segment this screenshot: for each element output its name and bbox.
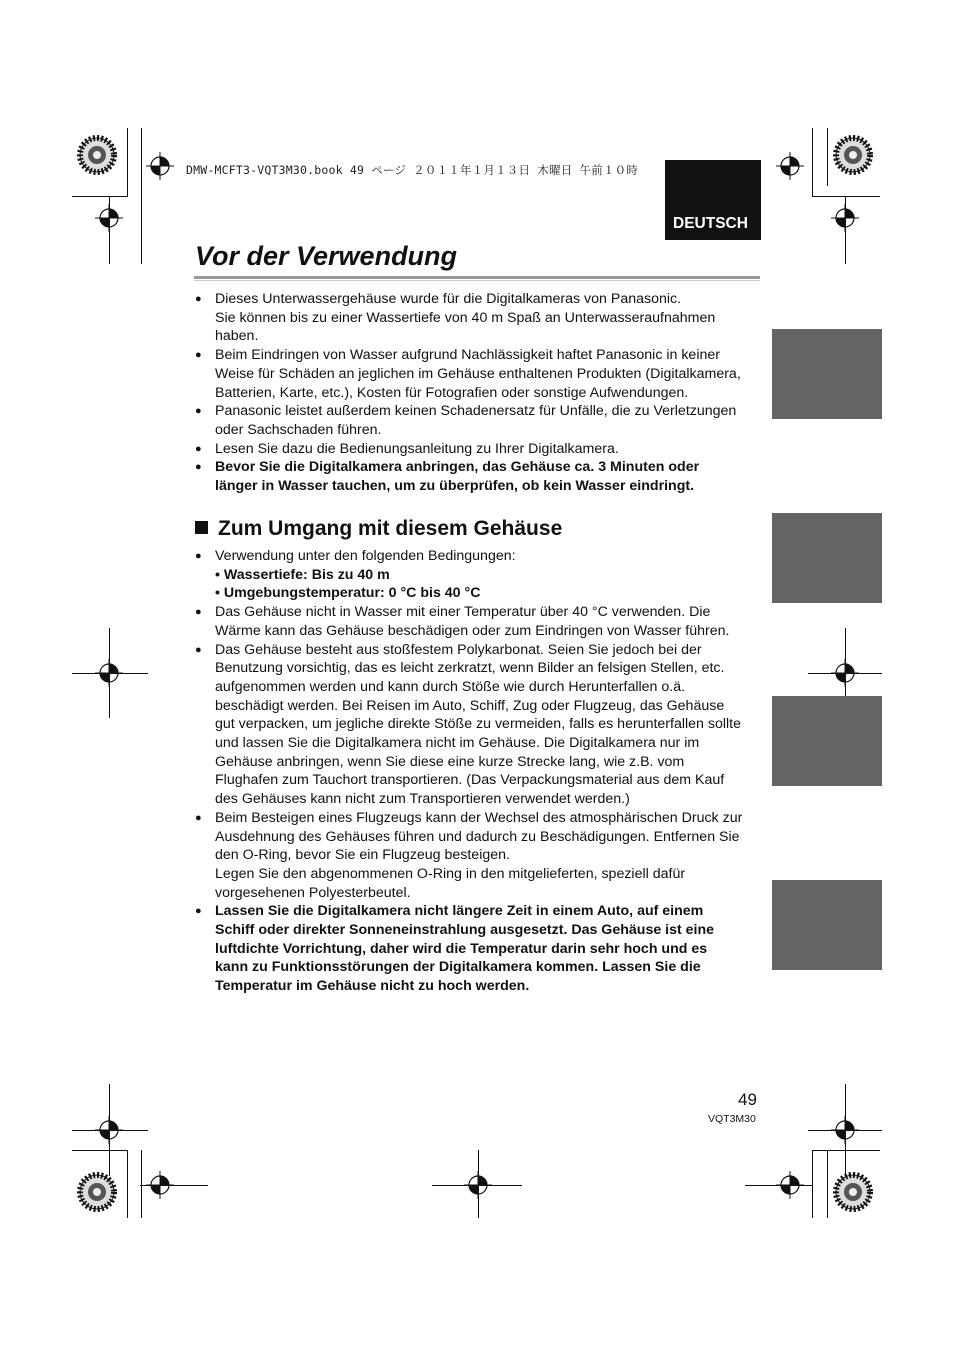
book-header-line: DMW-MCFT3-VQT3M30.book 49 ページ ２０１１年１月１３日 木曜日 午前１０時 <box>186 163 639 177</box>
side-tab-1 <box>772 329 882 419</box>
text-line: Beim Eindringen von Wasser aufgrund Nachlässigkeit haftet Panasonic in keiner <box>215 347 720 364</box>
section-bullet-warning <box>195 902 765 996</box>
square-bullet-icon <box>195 521 208 534</box>
bullet-icon: ● <box>195 442 202 455</box>
bullet-icon: ● <box>195 643 202 656</box>
text-line: beschädigt werden. Bei Reisen im Auto, Schiff, Zug oder Flugzeug, das Gehäuse <box>215 697 725 714</box>
text-line: kann zu Funktionsstörungen der Digitalkamera kommen. Lassen Sie die <box>215 959 701 976</box>
text-line: Dieses Unterwassergehäuse wurde für die Digitalkameras von Panasonic. <box>215 291 682 307</box>
text-line: Batterien, Karte, etc.), Kosten für Fotografien oder sonstige Aufwendungen. <box>215 384 689 401</box>
text-line: oder Sachschaden führen. <box>215 421 382 438</box>
document-code: VQT3M30 <box>708 1113 756 1125</box>
language-tab: DEUTSCH <box>665 160 761 240</box>
section-heading <box>195 517 562 541</box>
text-line: Temperatur im Gehäuse nicht zu hoch werden. <box>215 978 530 995</box>
bullet-icon: ● <box>195 349 202 362</box>
intro-list <box>195 290 765 496</box>
text-line: Lassen Sie die Digitalkamera nicht längere Zeit in einem Auto, auf einem <box>215 903 704 920</box>
text-line: Das Gehäuse besteht aus stoßfestem Polykarbonat. Seien Sie jedoch bei der <box>215 641 702 658</box>
text-line: Beim Besteigen eines Flugzeugs kann der Wechsel des atmosphärischen Druck zur <box>215 809 743 826</box>
title-rule-shadow <box>194 280 760 281</box>
condition-list <box>195 566 765 603</box>
section-title: Zum Umgang mit diesem Gehäuse <box>218 517 563 540</box>
text-line: Panasonic leistet außerdem keinen Schadenersatz für Unfälle, die zu Verletzungen <box>215 403 737 420</box>
intro-bullet <box>195 290 765 346</box>
side-tab-2 <box>772 513 882 603</box>
text-line: Benutzung vorsichtig, das es leicht zerkratzt, wenn Bilder an felsigen Stellen, etc. <box>215 660 725 677</box>
text-line: des Gehäuses kann nicht zum Transportieren verwendet werden.) <box>215 791 630 808</box>
intro-bullet <box>195 440 765 459</box>
text-line: Verwendung unter den folgenden Bedingungen: <box>215 548 516 564</box>
page-title: Vor der Verwendung <box>195 241 458 271</box>
side-tab-3 <box>772 696 882 786</box>
bullet-icon: ● <box>195 550 202 562</box>
text-line: Legen Sie den abgenommenen O-Ring in den mitgelieferten, speziell dafür <box>215 865 686 882</box>
text-line: luftdichte Vorrichtung, daher wird die Temperatur darin sehr hoch und es <box>215 940 708 957</box>
intro-bullet <box>195 346 765 402</box>
section-bullet <box>195 603 765 640</box>
text-line: Ausdehnung des Gehäuses führen und dadurch zu Beschädigungen. Entfernen Sie <box>215 828 740 845</box>
text-line: Das Gehäuse nicht in Wasser mit einer Temperatur über 40 °C verwenden. Die <box>215 604 711 621</box>
section-list <box>195 547 765 996</box>
condition-depth: • Wassertiefe: Bis zu 40 m <box>215 566 390 583</box>
bullet-icon: ● <box>195 293 202 305</box>
text-line: Sie können bis zu einer Wassertiefe von 40 m Spaß an Unterwasseraufnahmen <box>215 309 716 326</box>
text-line: haben. <box>215 328 259 345</box>
bullet-icon: ● <box>195 405 202 418</box>
section-bullet <box>195 809 765 903</box>
side-tab-4 <box>772 880 882 970</box>
text-line: gut verpacken, um jegliche direkte Stöße zu vermeiden, falls es herunterfallen sollte <box>215 716 741 733</box>
bullet-icon: ● <box>195 461 202 474</box>
section-bullet <box>195 641 765 809</box>
text-line: Gehäuse anbringen, wenn Sie diese eine kurze Strecke lang, wie z.B. vom <box>215 753 685 770</box>
intro-bullet-warning <box>195 458 765 495</box>
text-line: Wärme kann das Gehäuse beschädigen oder zum Eindringen von Wasser führen. <box>215 622 730 639</box>
text-line: vorgesehenen Polyesterbeutel. <box>215 884 411 901</box>
page-number: 49 <box>738 1090 757 1109</box>
bullet-icon: ● <box>195 905 202 918</box>
text-line: Lesen Sie dazu die Bedienungsanleitung zu Ihrer Digitalkamera. <box>215 440 619 457</box>
section-bullet <box>195 547 765 566</box>
text-line: Schiff oder direkter Sonneneinstrahlung ausgesetzt. Das Gehäuse ist eine <box>215 922 715 939</box>
condition-temperature: • Umgebungstemperatur: 0 °C bis 40 °C <box>215 585 481 602</box>
text-line: länger in Wasser tauchen, um zu überprüfen, ob kein Wasser eindringt. <box>215 478 695 495</box>
text-line: und lassen Sie die Digitalkamera nicht im Gehäuse. Die Digitalkamera nur im <box>215 735 700 752</box>
bullet-icon: ● <box>195 606 202 619</box>
text-line: Flughafen zum Tauchort transportieren. (Das Verpackungsmaterial aus dem Kauf <box>215 772 725 789</box>
bullet-icon: ● <box>195 811 202 824</box>
text-line: den O-Ring, bevor Sie ein Flugzeug besteigen. <box>215 847 510 864</box>
intro-bullet <box>195 402 765 439</box>
title-rule <box>194 276 760 279</box>
text-line: Bevor Sie die Digitalkamera anbringen, das Gehäuse ca. 3 Minuten oder <box>215 459 700 476</box>
text-line: Weise für Schäden an jeglichen im Gehäuse enthaltenen Produkten (Digitalkamera, <box>215 365 741 382</box>
text-line: aufgenommen werden und kann durch Stöße wie durch Herunterfallen o.ä. <box>215 678 686 695</box>
